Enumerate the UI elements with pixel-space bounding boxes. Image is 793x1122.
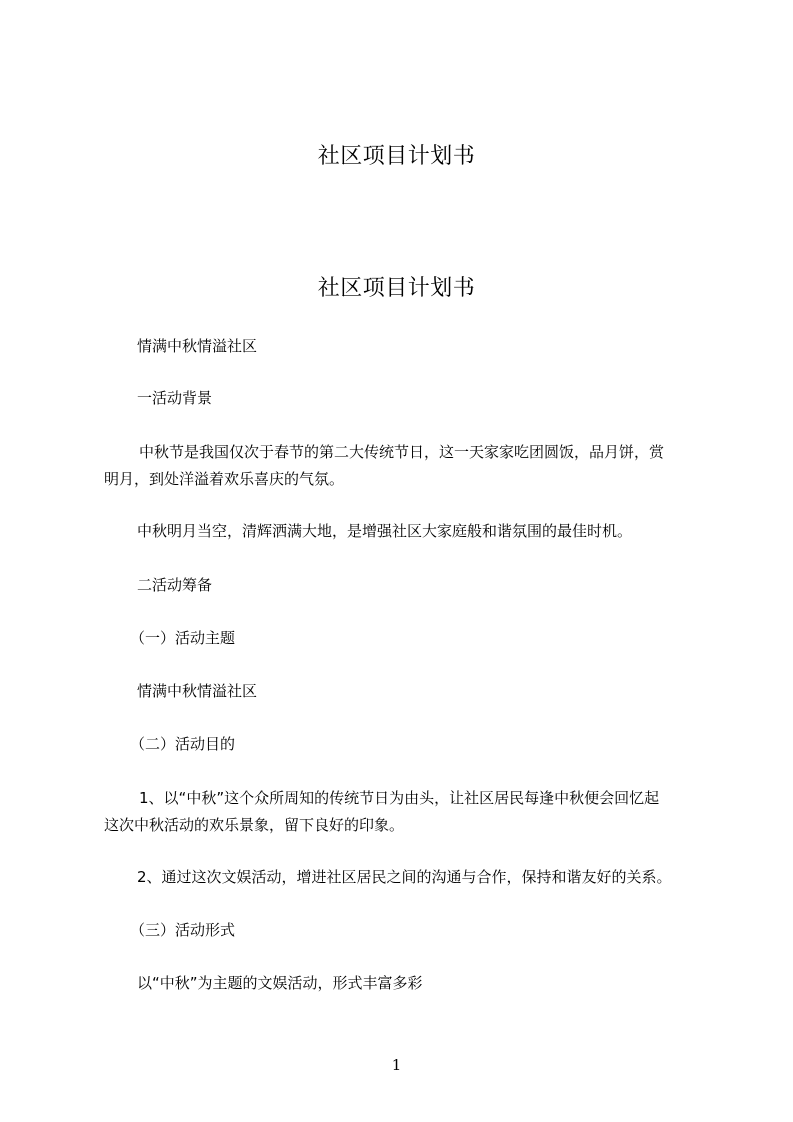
paragraph-purpose-1-line-2: 这次中秋活动的欢乐景象，留下良好的印象。 [104, 816, 405, 834]
page-title: 社区项目计划书 [317, 276, 476, 301]
paragraph-background [104, 439, 714, 493]
subsection-heading-theme: （一）活动主题 [130, 629, 236, 647]
paragraph-moon: 中秋明月当空，清辉洒满大地，是增强社区大家庭般和谐氛围的最佳时机。 [137, 522, 633, 540]
section-heading-background: 一活动背景 [137, 389, 213, 407]
section-heading-preparation: 二活动筹备 [137, 576, 213, 594]
paragraph-purpose-1-line-1: 1、以“中秋”这个众所周知的传统节日为由头，让社区居民每逢中秋便会回忆起 [139, 789, 660, 807]
paragraph-subtitle: 情满中秋情溢社区 [137, 337, 258, 355]
subsection-heading-purpose: （二）活动目的 [130, 735, 236, 753]
page-number: 1 [391, 1056, 402, 1074]
paragraph-format: 以“中秋”为主题的文娱活动，形式丰富多彩 [137, 974, 423, 992]
paragraph-purpose-2: 2、通过这次文娱活动，增进社区居民之间的沟通与合作，保持和谐友好的关系。 [137, 868, 672, 886]
paragraph-background-line-1: 中秋节是我国仅次于春节的第二大传统节日，这一天家家吃团圆饭，品月饼，赏 [139, 443, 665, 461]
subsection-heading-format: （三）活动形式 [130, 921, 236, 939]
paragraph-background-line-2: 明月，到处洋溢着欢乐喜庆的气氛。 [104, 470, 345, 488]
header-title: 社区项目计划书 [317, 144, 476, 169]
paragraph-purpose-1 [104, 785, 714, 839]
paragraph-theme: 情满中秋情溢社区 [137, 682, 258, 700]
